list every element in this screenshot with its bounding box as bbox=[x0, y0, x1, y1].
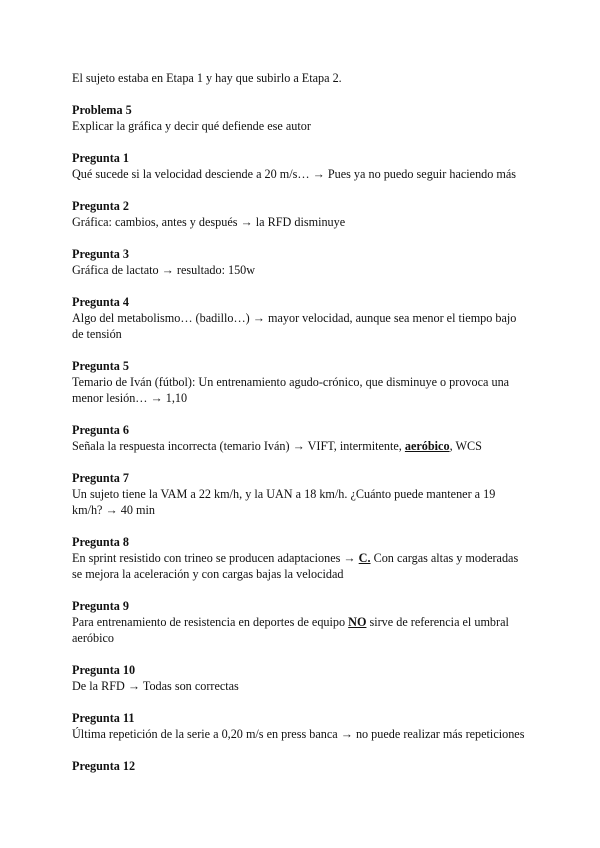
block-text: Qué sucede si la velocidad desciende a 20 m/s… → Pues ya no puedo seguir haciendo más bbox=[72, 167, 517, 181]
block-title: Problema 5 bbox=[72, 103, 132, 117]
block-text: Gráfica: cambios, antes y después → la RFD disminuye bbox=[72, 215, 346, 229]
block-title: Pregunta 10 bbox=[72, 663, 136, 677]
answer-highlight: aeróbico bbox=[404, 439, 450, 453]
block-title: Pregunta 1 bbox=[72, 151, 129, 165]
pregunta-7 bbox=[72, 470, 528, 518]
block-text: Temario de Iván (fútbol): Un entrenamiento agudo-crónico, que disminuye o provoca una menor lesión… → 1,10 bbox=[72, 375, 510, 405]
intro-text: El sujeto estaba en Etapa 1 y hay que subirlo a Etapa 2. bbox=[72, 71, 342, 85]
problema-5 bbox=[72, 102, 528, 134]
pregunta-6 bbox=[72, 422, 528, 454]
block-title: Pregunta 5 bbox=[72, 359, 129, 373]
block-text: Algo del metabolismo… (badillo…) → mayor velocidad, aunque sea menor el tiempo bajo de tensión bbox=[72, 311, 517, 341]
block-title: Pregunta 7 bbox=[72, 471, 129, 485]
pregunta-2 bbox=[72, 198, 528, 230]
pregunta-11 bbox=[72, 710, 528, 742]
pregunta-5 bbox=[72, 358, 528, 406]
block-text: De la RFD → Todas son correctas bbox=[72, 679, 239, 693]
block-text: Un sujeto tiene la VAM a 22 km/h, y la UAN a 18 km/h. ¿Cuánto puede mantener a 19 km/h? → 40 min bbox=[72, 487, 496, 517]
pregunta-4 bbox=[72, 294, 528, 342]
block-title: Pregunta 8 bbox=[72, 535, 129, 549]
block-title: Pregunta 11 bbox=[72, 711, 135, 725]
block-text: Gráfica de lactato → resultado: 150w bbox=[72, 263, 256, 277]
block-text: Para entrenamiento de resistencia en deportes de equipo NO sirve de referencia el umbral aeróbico bbox=[72, 615, 509, 645]
pregunta-12 bbox=[72, 758, 528, 774]
block-title: Pregunta 9 bbox=[72, 599, 129, 613]
block-text: En sprint resistido con trineo se producen adaptaciones → C. Con cargas altas y moderadas se mejora la aceleración y con cargas bajas la velocidad bbox=[72, 551, 519, 581]
block-title: Pregunta 6 bbox=[72, 423, 129, 437]
block-text: Señala la respuesta incorrecta (temario Iván) → VIFT, intermitente, aeróbico, WCS bbox=[72, 439, 482, 453]
pregunta-9 bbox=[72, 598, 528, 646]
block-text: Explicar la gráfica y decir qué defiende ese autor bbox=[72, 119, 311, 133]
answer-highlight: C. bbox=[358, 551, 371, 565]
block-title: Pregunta 12 bbox=[72, 759, 136, 773]
block-text: Última repetición de la serie a 0,20 m/s en press banca → no puede realizar más repeticiones bbox=[72, 727, 525, 741]
pregunta-10 bbox=[72, 662, 528, 694]
pregunta-8 bbox=[72, 534, 528, 582]
answer-highlight: NO bbox=[348, 615, 367, 629]
block-title: Pregunta 2 bbox=[72, 199, 129, 213]
pregunta-3 bbox=[72, 246, 528, 278]
block-title: Pregunta 4 bbox=[72, 295, 129, 309]
block-title: Pregunta 3 bbox=[72, 247, 129, 261]
pregunta-1 bbox=[72, 150, 528, 182]
